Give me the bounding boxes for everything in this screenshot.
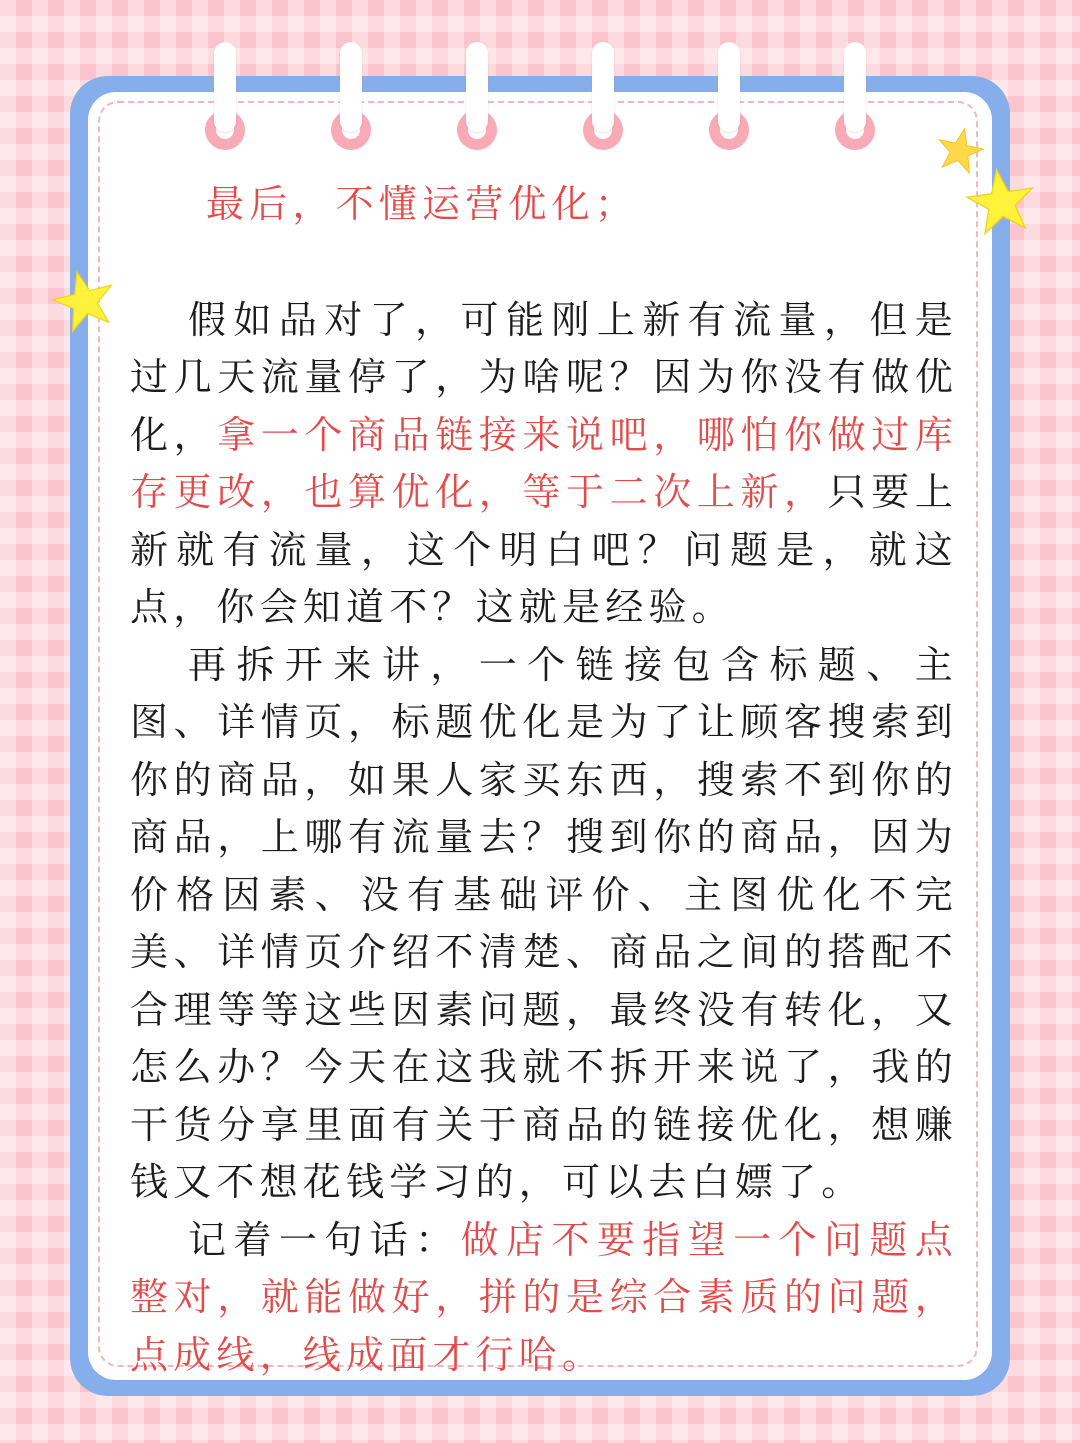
paragraph-1	[130, 292, 958, 637]
binder-peg	[340, 42, 362, 132]
star-icon	[966, 166, 1036, 236]
paragraph-3-highlight: 做店不要指望一个问题点整对，就能做好，拼的是综合素质的问题，点成线，线成面才行哈。	[130, 1217, 959, 1377]
note-heading: 最后，不懂运营优化；	[206, 182, 639, 226]
paragraph-1-highlight: 拿一个商品链接来说吧，哪怕你做过库存更改，也算优化，等于二次上新，	[130, 412, 958, 514]
binder-peg	[214, 42, 236, 132]
note-content	[130, 176, 958, 1384]
binder-peg	[592, 42, 614, 132]
paragraph-1-intro: 假如品对了，可能刚上新有流量，但是过几天流量停了，为啥呢？因为你没有做优化，	[130, 297, 958, 457]
star-icon	[52, 268, 116, 332]
binder-peg	[718, 42, 740, 132]
paragraph-3-intro: 记着一句话：	[188, 1217, 461, 1262]
binder-peg	[844, 42, 866, 132]
binder-peg	[466, 42, 488, 132]
paragraph-1-outro: 只要上新就有流量，这个明白吧？问题是，就这点，你会知道不？这就是经验。	[130, 470, 958, 629]
paragraph-2: 再拆开来讲，一个链接包含标题、主图、详情页，标题优化是为了让顾客搜索到你的商品，如果人家买东西，搜索不到你的商品，上哪有流量去？搜到你的商品，因为价格因素、没有基础评价、主图优化不完美、详情页介绍不清楚、商品之间的搭配不合理等等这些因素问题，最终没有转化，又怎么办？今天在这我就不拆开来说了，我的干货分享里面有关于商品的链接优化，想赚钱又不想花钱学习的，可以去白嫖了。	[130, 642, 958, 1204]
paragraph-3	[130, 1212, 958, 1385]
